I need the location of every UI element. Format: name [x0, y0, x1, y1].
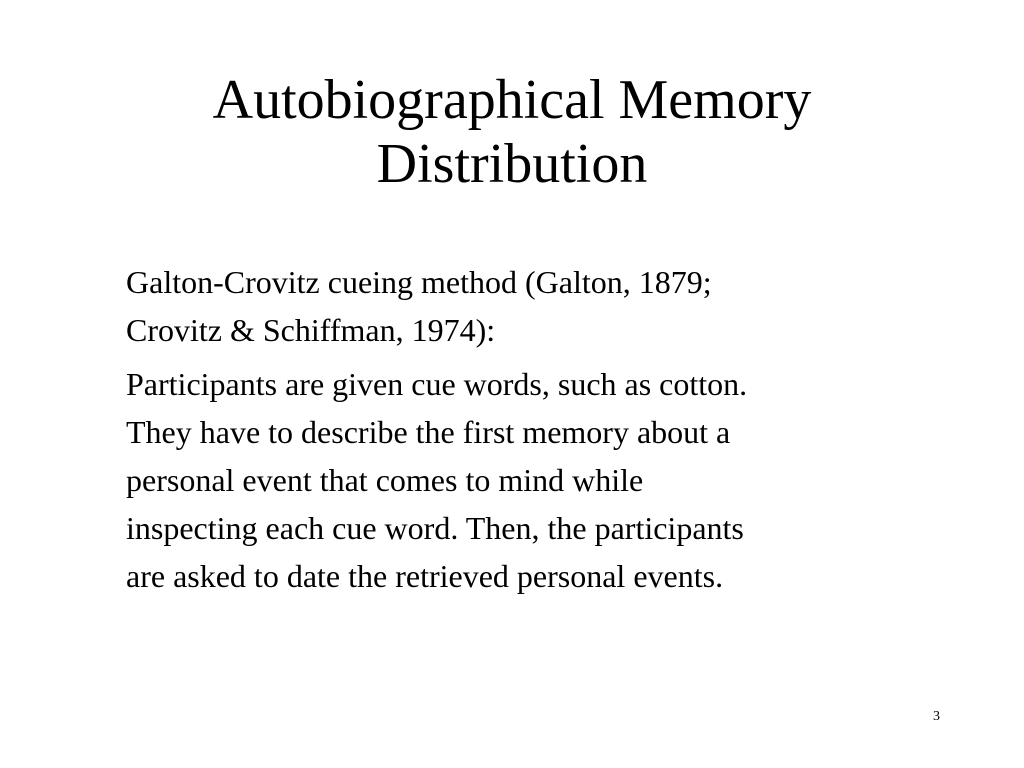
text-line: Galton-Crovitz cueing method (Galton, 1879; — [126, 264, 712, 300]
method-paragraph — [126, 258, 926, 354]
text-line: personal event that comes to mind while — [126, 462, 644, 498]
text-line: Participants are given cue words, such as cotton. — [126, 366, 748, 402]
slide-body — [126, 258, 926, 606]
page-number: 3 — [933, 709, 940, 724]
slide-title-line: Distribution — [376, 133, 648, 195]
slide-title-line: Autobiographical Memory — [212, 69, 812, 131]
text-line: They have to describe the first memory about a — [126, 414, 731, 450]
text-line: are asked to date the retrieved personal events. — [126, 558, 724, 594]
text-line: Crovitz & Schiffman, 1974): — [126, 312, 496, 348]
text-line: inspecting each cue word. Then, the participants — [126, 510, 744, 546]
slide-title — [112, 68, 912, 196]
procedure-paragraph — [126, 360, 926, 600]
